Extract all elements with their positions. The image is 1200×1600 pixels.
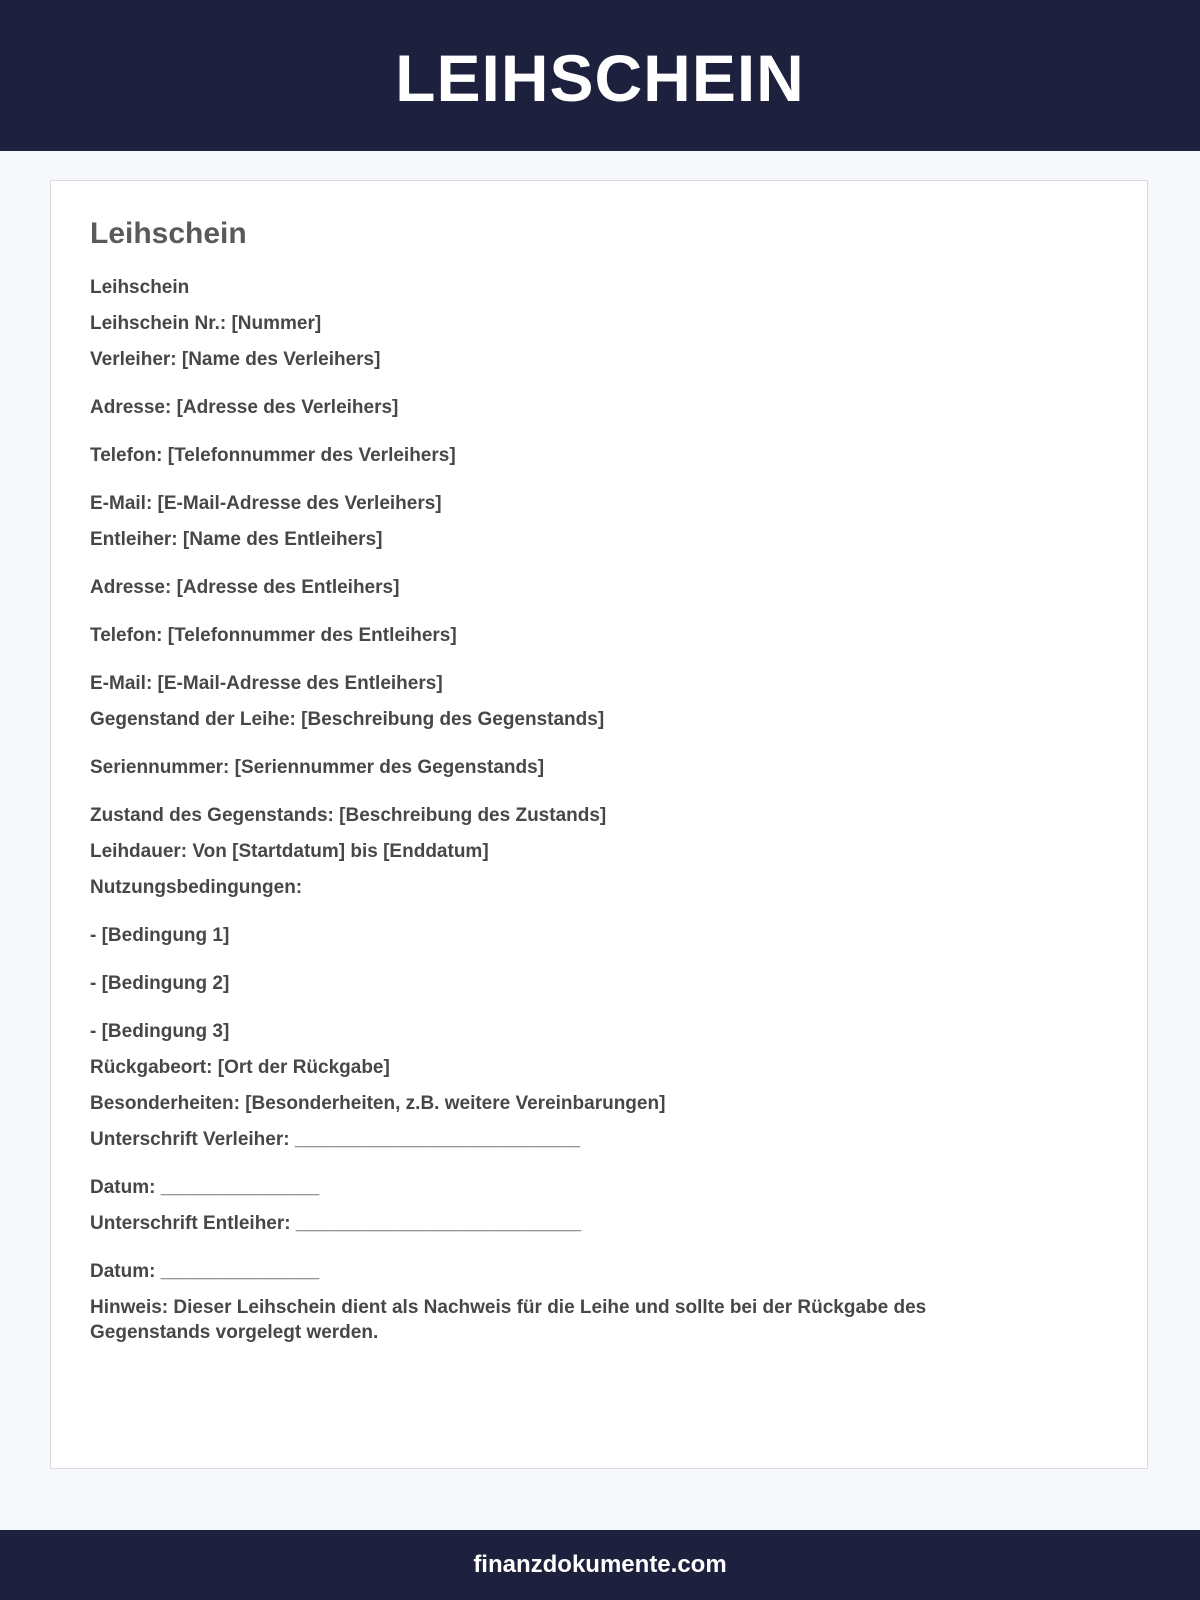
serial-number-line: Seriennummer: [Seriennummer des Gegenstands] <box>90 757 545 778</box>
document-card <box>50 180 1148 1469</box>
terms-heading-line: Nutzungsbedingungen: <box>90 877 303 898</box>
special-notes-line: Besonderheiten: [Besonderheiten, z.B. weitere Vereinbarungen] <box>90 1093 666 1114</box>
lender-email-line: E-Mail: [E-Mail-Adresse des Verleihers] <box>90 493 442 514</box>
lender-signature-line: Unterschrift Verleiher: ___________________________ <box>90 1129 581 1150</box>
term-item-3: - [Bedingung 3] <box>90 1021 230 1042</box>
footer-site-text: finanzdokumente.com <box>473 1551 727 1578</box>
lender-address-line: Adresse: [Adresse des Verleihers] <box>90 397 399 418</box>
borrower-phone-line: Telefon: [Telefonnummer des Entleihers] <box>90 625 457 646</box>
lender-date-line: Datum: _______________ <box>90 1177 320 1198</box>
return-location-line: Rückgabeort: [Ort der Rückgabe] <box>90 1057 390 1078</box>
borrower-address-line: Adresse: [Adresse des Entleihers] <box>90 577 400 598</box>
loan-number-line: Leihschein Nr.: [Nummer] <box>90 313 322 334</box>
loan-period-line: Leihdauer: Von [Startdatum] bis [Enddatum] <box>90 841 489 862</box>
item-description-line: Gegenstand der Leihe: [Beschreibung des Gegenstands] <box>90 709 605 730</box>
notice-text: Hinweis: Dieser Leihschein dient als Nachweis für die Leihe und sollte bei der Rückgabe des Gegenstands vorgelegt werden. <box>90 1297 927 1343</box>
borrower-signature-line: Unterschrift Entleiher: ___________________________ <box>90 1213 582 1234</box>
lender-phone-line: Telefon: [Telefonnummer des Verleihers] <box>90 445 456 466</box>
term-item-2: - [Bedingung 2] <box>90 973 230 994</box>
borrower-email-line: E-Mail: [E-Mail-Adresse des Entleihers] <box>90 673 443 694</box>
borrower-date-line: Datum: _______________ <box>90 1261 320 1282</box>
doc-heading-line: Leihschein <box>90 277 190 298</box>
item-condition-line: Zustand des Gegenstands: [Beschreibung des Zustands] <box>90 805 607 826</box>
borrower-name-line: Entleiher: [Name des Entleihers] <box>90 529 383 550</box>
document-title: Leihschein <box>90 217 247 250</box>
term-item-1: - [Bedingung 1] <box>90 925 230 946</box>
page-header <box>0 0 1200 151</box>
page-footer <box>0 1530 1200 1600</box>
lender-name-line: Verleiher: [Name des Verleihers] <box>90 349 381 370</box>
header-title: LEIHSCHEIN <box>395 40 805 115</box>
